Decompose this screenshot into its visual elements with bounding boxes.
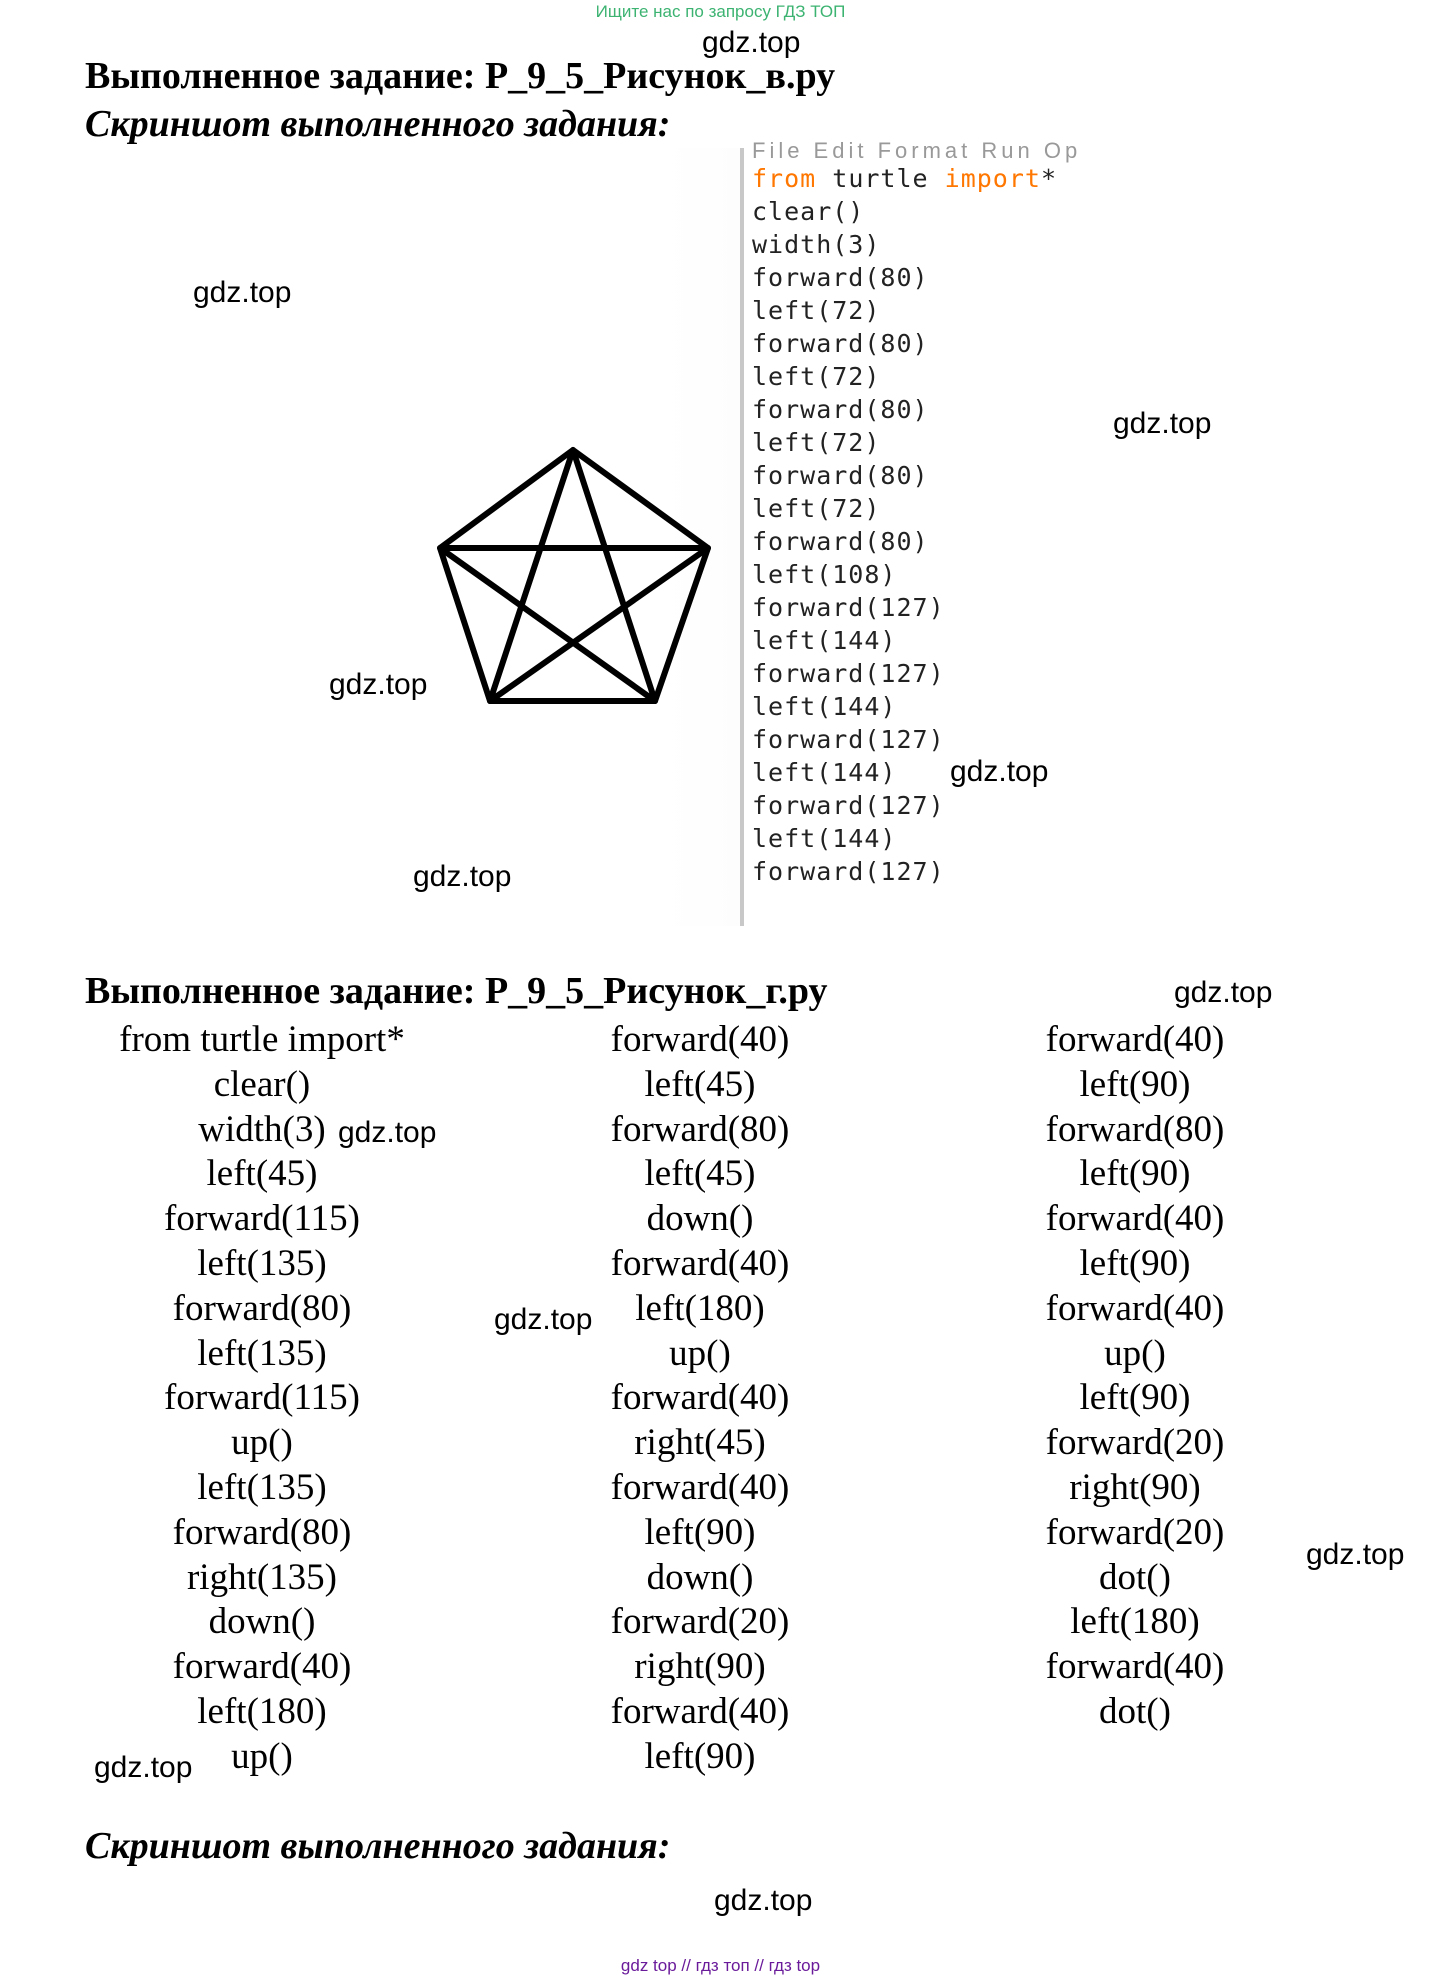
code-line: up() <box>231 1735 293 1777</box>
code-line: left(180) <box>635 1287 765 1329</box>
code-line: dot() <box>1099 1556 1171 1598</box>
code-line: forward(80) <box>752 527 929 556</box>
code-line: forward(80) <box>752 395 929 424</box>
code-line: dot() <box>1099 1690 1171 1732</box>
code-line: from turtle import* <box>119 1019 405 1060</box>
code-line: clear() <box>213 1063 311 1105</box>
code-line: left(180) <box>197 1690 327 1732</box>
watermark: gdz.top <box>1174 976 1273 1009</box>
code-column-3 <box>985 1018 1285 1735</box>
watermark: gdz.top <box>338 1116 437 1149</box>
code-line: forward(20) <box>610 1601 790 1643</box>
code-line: right(45) <box>634 1422 766 1464</box>
code-line: forward(40) <box>1045 1646 1225 1688</box>
watermark: gdz.top <box>1306 1538 1405 1571</box>
code-line: forward(80) <box>752 461 929 490</box>
code-line: right(90) <box>1069 1466 1201 1508</box>
code-line: forward(40) <box>610 1690 790 1732</box>
code-line: left(72) <box>752 362 881 391</box>
task1-heading: Выполненное задание: P_9_5_Рисунок_в.ру <box>85 55 836 97</box>
task2-subheading: Скриншот выполненного задания: <box>85 1825 671 1867</box>
code-line: forward(80) <box>610 1108 790 1150</box>
code-line: up() <box>669 1332 731 1374</box>
code-line: forward(80) <box>752 329 929 358</box>
code-line: forward(40) <box>610 1377 790 1419</box>
code-line: up() <box>1104 1332 1166 1374</box>
code-line: left(144) <box>752 626 897 655</box>
code-line: forward(20) <box>1045 1511 1225 1553</box>
task1-screenshot <box>0 138 1108 926</box>
code-line: left(135) <box>197 1242 327 1284</box>
code-line: left(72) <box>752 296 881 325</box>
code-line: forward(127) <box>752 659 945 688</box>
top-search-link[interactable]: Ищите нас по запросу ГДЗ ТОП <box>595 2 846 21</box>
code-line: forward(40) <box>1045 1287 1225 1329</box>
watermark: gdz.top <box>714 1884 813 1917</box>
code-line: down() <box>208 1601 316 1643</box>
code-keyword-import: import <box>944 164 1041 193</box>
watermark: gdz.top <box>702 26 801 59</box>
code-line: left(45) <box>206 1153 318 1195</box>
code-line: left(90) <box>1079 1153 1191 1195</box>
code-line: down() <box>646 1198 754 1240</box>
turtle-drawing-pentagram <box>0 148 740 926</box>
code-line: left(90) <box>1079 1377 1191 1419</box>
code-line: left(144) <box>752 692 897 721</box>
code-line: width(3) <box>198 1108 326 1150</box>
watermark: gdz.top <box>329 668 428 701</box>
watermark: gdz.top <box>193 276 292 309</box>
code-line: right(135) <box>186 1556 338 1598</box>
code-line: forward(127) <box>752 725 945 754</box>
code-line: left(72) <box>752 494 881 523</box>
code-line: left(180) <box>1070 1601 1200 1643</box>
code-line: forward(40) <box>610 1242 790 1284</box>
code-line: left(90) <box>1079 1242 1191 1284</box>
code-line: left(45) <box>644 1153 756 1195</box>
code-keyword-from: from <box>752 164 817 193</box>
code-line: forward(127) <box>752 791 945 820</box>
code-line: left(90) <box>1079 1063 1191 1105</box>
code-line: forward(40) <box>172 1646 352 1688</box>
code-line: forward(127) <box>752 593 945 622</box>
code-line: left(45) <box>644 1063 756 1105</box>
code-line: width(3) <box>752 230 881 259</box>
code-line: left(135) <box>197 1332 327 1374</box>
code-line: down() <box>646 1556 754 1598</box>
idle-editor <box>740 138 1114 926</box>
code-line: forward(115) <box>164 1377 360 1419</box>
code-line: forward(40) <box>610 1019 790 1060</box>
code-line: left(72) <box>752 428 881 457</box>
watermark: gdz.top <box>94 1751 193 1784</box>
code-line: forward(80) <box>172 1511 352 1553</box>
task1-subheading: Скриншот выполненного задания: <box>85 103 671 145</box>
code-line: left(90) <box>644 1735 756 1777</box>
code-line: left(135) <box>197 1466 327 1508</box>
code-line: forward(20) <box>1045 1422 1225 1464</box>
code-line: forward(80) <box>1045 1108 1225 1150</box>
code-listing: from turtle import* clear() width(3) forward(80) left(72) forward(80) left(72) forward(80) left(72) forward(80) left(72) forward(80) left(108) forward(127) left(144) forward(127) left(144) forward(127) left(144) forward(127) left(144) forward(127) <box>752 164 1058 886</box>
code-column-2 <box>550 1018 850 1780</box>
code-line: left(108) <box>752 560 897 589</box>
code-line: up() <box>231 1422 293 1464</box>
code-line: forward(127) <box>752 857 945 886</box>
watermark: gdz.top <box>494 1303 593 1336</box>
code-line: left(144) <box>752 824 897 853</box>
code-line: forward(40) <box>1045 1019 1225 1060</box>
code-line: forward(40) <box>1045 1198 1225 1240</box>
code-line: left(90) <box>644 1511 756 1553</box>
code-line: clear() <box>752 197 865 226</box>
watermark: gdz.top <box>413 860 512 893</box>
code-line: forward(40) <box>610 1466 790 1508</box>
code-line: left(144) <box>752 758 897 787</box>
code-line: right(90) <box>634 1646 766 1688</box>
code-line: forward(80) <box>172 1287 352 1329</box>
task2-heading: Выполненное задание: P_9_5_Рисунок_г.ру <box>85 970 828 1012</box>
bottom-links[interactable]: gdz top // гдз топ // гдз top <box>620 1956 821 1975</box>
code-line: forward(80) <box>752 263 929 292</box>
watermark: gdz.top <box>1113 407 1212 440</box>
idle-menubar: File Edit Format Run Op <box>752 138 1082 163</box>
watermark: gdz.top <box>950 755 1049 788</box>
code-line: forward(115) <box>164 1198 360 1240</box>
